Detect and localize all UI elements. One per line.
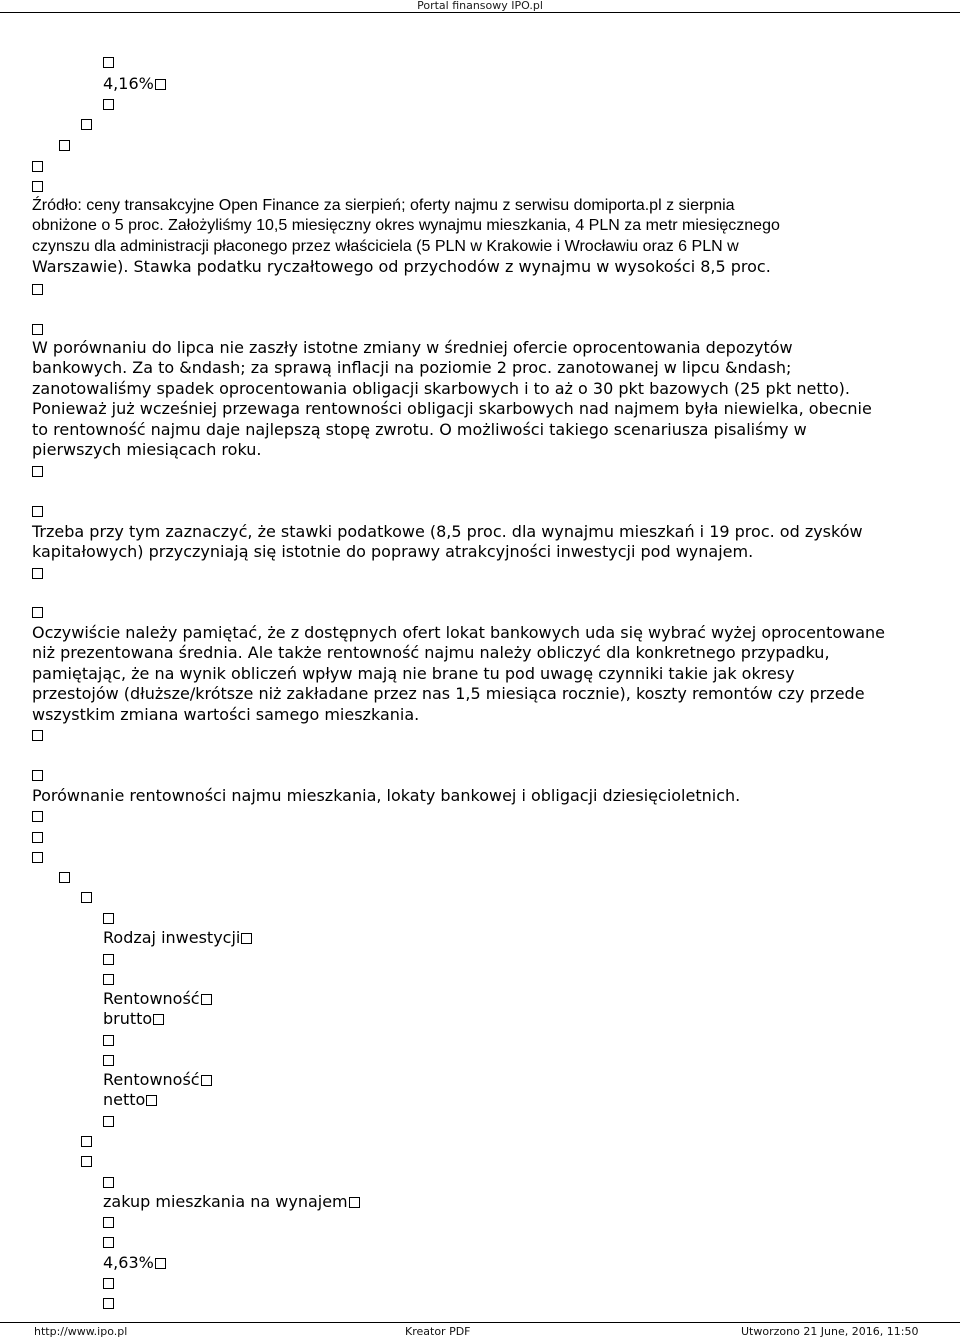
source-note-line: obniżone o 5 proc. Założyliśmy 10,5 miesięczny okres wynajmu mieszkania, 4 PLN za metr miesięcznego bbox=[32, 217, 780, 235]
box-glyph bbox=[349, 1197, 360, 1208]
box-glyph bbox=[153, 1014, 164, 1025]
box-glyph bbox=[32, 765, 43, 785]
paragraph-line: bankowych. Za to &ndash; za sprawą inflacji na poziomie 2 proc. zanotowanej w lipcu &ndash; bbox=[32, 358, 792, 378]
box-glyph bbox=[103, 1273, 114, 1293]
box-glyph bbox=[103, 969, 114, 989]
box-glyph bbox=[32, 806, 43, 826]
table-header-label: brutto bbox=[103, 1009, 153, 1028]
paragraph-line: Trzeba przy tym zaznaczyć, że stawki podatkowe (8,5 proc. dla wynajmu mieszkań i 19 proc. od zysków bbox=[32, 522, 863, 541]
box-glyph bbox=[103, 94, 114, 114]
top-rate-value: 4,16% bbox=[103, 74, 154, 93]
box-glyph bbox=[81, 887, 92, 907]
paragraph-line: wszystkim zmiana wartości samego mieszkania. bbox=[32, 704, 420, 724]
footer-generator: Kreator PDF bbox=[405, 1325, 471, 1338]
box-glyph bbox=[59, 867, 70, 887]
box-glyph bbox=[201, 994, 212, 1005]
table-header-label: Rodzaj inwestycji bbox=[103, 928, 241, 947]
source-note-line: Warszawie). Stawka podatku ryczałtowego od przychodów z wynajmu w wysokości 8,5 proc. bbox=[32, 257, 771, 277]
box-glyph bbox=[201, 1075, 212, 1086]
box-glyph bbox=[241, 933, 252, 944]
box-glyph bbox=[32, 156, 43, 176]
table-row-value-cell bbox=[103, 1253, 166, 1273]
header-title: Portal finansowy IPO.pl bbox=[417, 0, 543, 12]
source-note-line: Źródło: ceny transakcyjne Open Finance za sierpień; oferty najmu z serwisu domiporta.pl z sierpnia bbox=[32, 197, 735, 214]
box-glyph bbox=[32, 461, 43, 481]
table-header-label: netto bbox=[103, 1090, 146, 1109]
box-glyph bbox=[103, 1111, 114, 1131]
table-row-value: 4,63% bbox=[103, 1253, 154, 1272]
paragraph-line: to rentowność najmu daje najlepszą stopę zwrotu. O możliwości takiego scenariusza pisaliśmy w bbox=[32, 419, 807, 439]
box-glyph bbox=[103, 52, 114, 72]
box-glyph bbox=[32, 847, 43, 867]
header-rule bbox=[0, 12, 960, 13]
paragraph-deposits bbox=[32, 338, 932, 460]
box-glyph bbox=[103, 1212, 114, 1232]
box-glyph bbox=[155, 1258, 166, 1269]
table-header-gross-yield-a bbox=[103, 989, 212, 1009]
box-glyph bbox=[103, 1030, 114, 1050]
table-header-investment-type bbox=[103, 928, 252, 948]
box-glyph bbox=[81, 1151, 92, 1171]
paragraph-line: niż prezentowana średnia. Ale także rentowność najmu należy obliczyć dla konkretnego przypadku, bbox=[32, 643, 830, 663]
footer-created: Utworzono 21 June, 2016, 11:50 bbox=[741, 1325, 919, 1338]
paragraph-line: pamiętając, że na wynik obliczeń wpływ mają nie brane tu pod uwagę czynniki takie jak okresy bbox=[32, 663, 795, 683]
table-row-label-cell bbox=[103, 1192, 360, 1212]
box-glyph bbox=[81, 1131, 92, 1151]
paragraph-line: Ponieważ już wcześniej przewaga rentowności obligacji skarbowych nad najmem była niewielka, obecnie bbox=[32, 399, 872, 419]
box-glyph bbox=[32, 725, 43, 745]
footer-rule bbox=[0, 1322, 960, 1323]
box-glyph bbox=[103, 908, 114, 928]
footer-url[interactable]: http://www.ipo.pl bbox=[34, 1325, 128, 1338]
table-header-label: Rentowność bbox=[103, 1070, 200, 1089]
box-glyph bbox=[81, 114, 92, 134]
table-header-gross-yield-b bbox=[103, 1009, 164, 1029]
top-rate-cell bbox=[103, 74, 166, 94]
box-glyph bbox=[32, 563, 43, 583]
box-glyph bbox=[103, 949, 114, 969]
box-glyph bbox=[155, 79, 166, 90]
paragraph-line: W porównaniu do lipca nie zaszły istotne zmiany w średniej ofercie oprocentowania depozytów bbox=[32, 338, 793, 357]
paragraph-caveats bbox=[32, 623, 932, 725]
comparison-title: Porównanie rentowności najmu mieszkania, lokaty bankowej i obligacji dziesięcioletnich. bbox=[32, 786, 741, 805]
paragraph-line: przestojów (dłuższe/krótsze niż zakładane przez nas 1,5 miesiąca rocznie), koszty remontów czy przede bbox=[32, 684, 865, 704]
box-glyph bbox=[103, 1172, 114, 1192]
page-header bbox=[0, 0, 960, 14]
paragraph-line: pierwszych miesiącach roku. bbox=[32, 440, 262, 460]
box-glyph bbox=[146, 1095, 157, 1106]
box-glyph bbox=[32, 279, 43, 299]
box-glyph bbox=[32, 602, 43, 622]
box-glyph bbox=[32, 319, 43, 339]
box-glyph bbox=[59, 135, 70, 155]
paragraph-line: kapitałowych) przyczyniają się istotnie do poprawy atrakcyjności inwestycji pod wynajem. bbox=[32, 542, 754, 562]
box-glyph bbox=[103, 1293, 114, 1313]
table-header-label: Rentowność bbox=[103, 989, 200, 1008]
paragraph-line: zanotowaliśmy spadek oprocentowania obligacji skarbowych i to aż o 30 pkt bazowych (25 pkt netto). bbox=[32, 378, 850, 398]
table-header-net-yield-a bbox=[103, 1070, 212, 1090]
page-footer bbox=[0, 1322, 960, 1338]
box-glyph bbox=[103, 1232, 114, 1252]
box-glyph bbox=[32, 501, 43, 521]
box-glyph bbox=[103, 1050, 114, 1070]
box-glyph bbox=[32, 176, 43, 196]
box-glyph bbox=[32, 827, 43, 847]
source-note bbox=[32, 196, 932, 278]
source-note-line: czynszu dla administracji płaconego przez właściciela (5 PLN w Krakowie i Wrocławiu oraz 6 PLN w bbox=[32, 237, 739, 255]
table-header-net-yield-b bbox=[103, 1090, 157, 1110]
table-row-label: zakup mieszkania na wynajem bbox=[103, 1192, 348, 1211]
paragraph-line: Oczywiście należy pamiętać, że z dostępnych ofert lokat bankowych uda się wybrać wyżej oprocentowane bbox=[32, 623, 885, 642]
paragraph-taxes bbox=[32, 522, 932, 563]
